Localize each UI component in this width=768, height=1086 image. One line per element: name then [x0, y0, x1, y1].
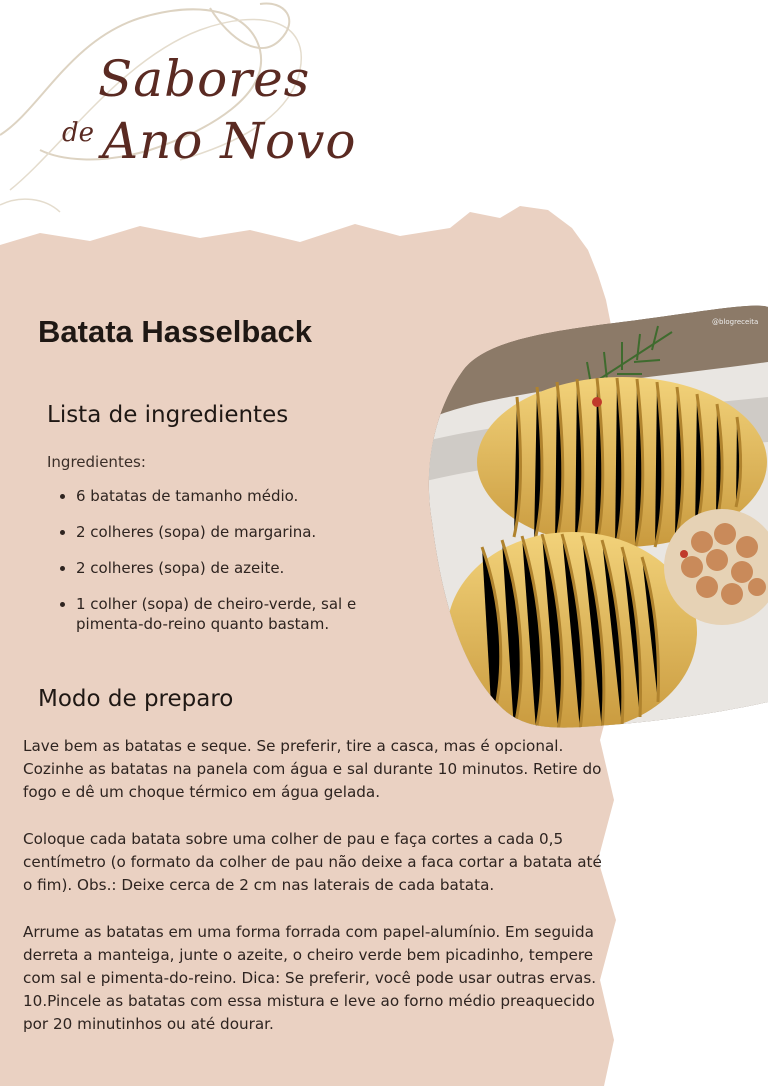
ingredient-item: • 2 colheres (sopa) de azeite. — [76, 558, 406, 578]
logo-word-sabores: Sabores — [98, 50, 311, 108]
recipe-title: Batata Hasselback — [38, 314, 312, 349]
logo-word-de: de — [62, 118, 95, 148]
ingredients-heading: Lista de ingredientes — [47, 402, 289, 428]
preparation-steps — [23, 735, 603, 1060]
preparation-step: Lave bem as batatas e seque. Se preferir, tire a casca, mas é opcional. Cozinhe as batatas na panela com água e sal durante 10 minutos. Retire do fogo e dê um choque térmico em água gelada. — [23, 737, 602, 801]
ingredient-item: • 6 batatas de tamanho médio. — [76, 486, 406, 506]
ingredients-list — [50, 486, 406, 650]
preparation-heading: Modo de preparo — [38, 686, 234, 712]
hasselback-potato-photo — [422, 302, 768, 730]
ingredients-intro: Ingredientes: — [47, 453, 146, 471]
logo-word-ano-novo: Ano Novo — [102, 112, 357, 170]
preparation-step: Coloque cada batata sobre uma colher de pau e faça cortes a cada 0,5 centímetro (o formato da colher de pau não deixe a faca cortar a batata até o fim). Obs.: Deixe cerca de 2 cm nas laterais de cada batata. — [23, 830, 602, 894]
photo-watermark: @blogreceita — [712, 318, 759, 326]
ingredient-item: • 1 colher (sopa) de cheiro-verde, sal e pimenta-do-reino quanto bastam. — [76, 594, 406, 634]
preparation-step: Arrume as batatas em uma forma forrada com papel-alumínio. Em seguida derreta a manteiga, junte o azeite, o cheiro verde bem picadinho, tempere com sal e pimenta-do-reino. Dica: Se preferir, você pode usar outras ervas. 10.Pincele as batatas com essa mistura e leve ao forno médio preaquecido por 20 minutinhos ou até dourar. — [23, 923, 597, 1033]
logo — [58, 30, 358, 180]
ingredient-item: • 2 colheres (sopa) de margarina. — [76, 522, 406, 542]
